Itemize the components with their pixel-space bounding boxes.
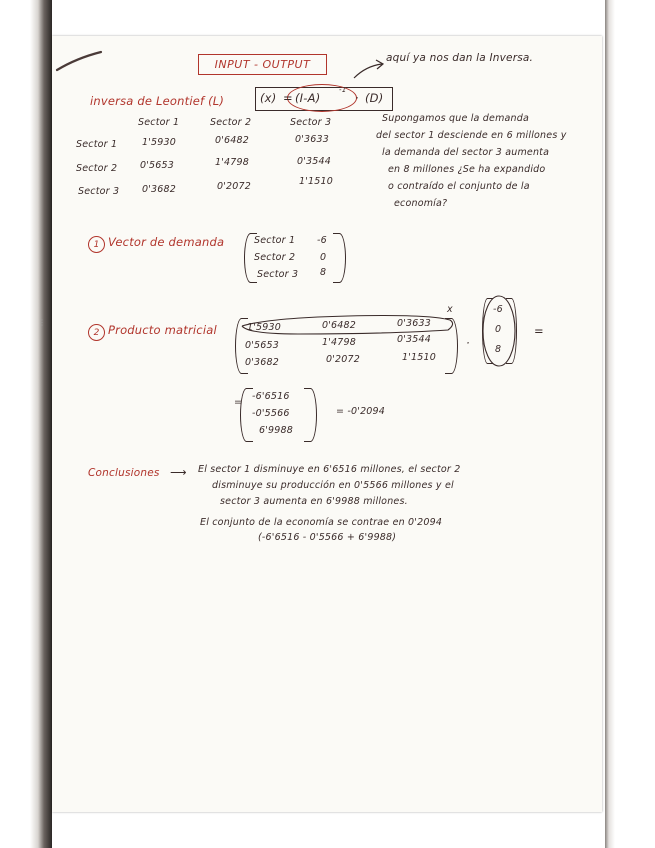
demand-row-value: -6 [317,235,327,246]
demand-row-label: Sector 2 [254,252,296,263]
table-cell: 1'4798 [215,157,250,168]
statement-line: del sector 1 desciende en 6 millones y [376,130,567,141]
result-sum: = -0'2094 [336,406,386,417]
statement-line: economía? [394,198,448,209]
matrix-cell: 1'5930 [247,322,282,333]
conclusion-line: disminuye su producción en 0'5566 millones y el [212,480,454,491]
vector-value: -6 [493,304,503,315]
conclusions-arrow: ⟶ [170,465,187,479]
formula-exponent: -1 [339,86,347,94]
pen-stroke [55,50,105,72]
conclusion-final-calc: (-6'6516 - 0'5566 + 6'9988) [258,532,397,543]
inverse-label: inversa de Leontief (L) [90,94,225,108]
table-cell: 0'3633 [295,134,330,145]
result-value: -6'6516 [252,391,290,402]
matrix-cell: 0'3633 [397,318,432,329]
vector-value: 8 [495,344,502,355]
row-label-sector-3: Sector 3 [78,186,120,197]
matrix-cell: 0'2072 [326,354,361,365]
photo-background-left [0,0,52,848]
matrix-cell: 1'4798 [322,337,357,348]
col-header-sector-2: Sector 2 [210,117,252,128]
demand-row-label: Sector 3 [257,269,299,280]
product-equals: = [534,324,544,338]
formula-equals: = [283,91,293,105]
step-1-label: Vector de demanda [108,235,225,249]
formula-d: (D) [365,91,384,105]
table-cell: 0'2072 [217,181,252,192]
edge-marks: ⋮ [38,318,46,327]
notebook-page [52,36,602,812]
conclusion-line: sector 3 aumenta en 6'9988 millones. [220,496,408,507]
table-cell: 0'3682 [142,184,177,195]
table-cell: 1'1510 [299,176,334,187]
col-header-sector-3: Sector 3 [290,117,332,128]
col-header-sector-1: Sector 1 [138,117,180,128]
matrix-cell: 0'6482 [322,320,357,331]
conclusion-final: El conjunto de la economía se contrae en 0'2094 [200,517,443,528]
result-value: 6'9988 [259,425,294,436]
formula-x: (x) [260,91,277,105]
vector-right-bracket [333,233,346,283]
statement-line: o contraído el conjunto de la [388,181,530,192]
note-arrow-icon [352,58,386,80]
result-right-bracket [304,388,317,442]
photo-background-right [605,0,655,848]
matrix-cell: 0'5653 [245,340,280,351]
product-dot: · [466,336,470,350]
demand-row-value: 0 [320,252,327,263]
step-1-number: 1 [88,236,105,253]
result-equals: = [234,397,243,408]
statement-line: en 8 millones ¿Se ha expandido [388,164,546,175]
row-label-sector-2: Sector 2 [76,163,118,174]
table-cell: 0'6482 [215,135,250,146]
title-note: aquí ya nos dan la Inversa. [386,52,534,64]
table-cell: 0'3544 [297,156,332,167]
statement-line: Supongamos que la demanda [382,113,530,124]
table-cell: 0'5653 [140,160,175,171]
step-2-number: 2 [88,324,105,341]
row-label-sector-1: Sector 1 [76,139,118,150]
result-value: -0'5566 [252,408,290,419]
table-cell: 1'5930 [142,137,177,148]
conclusion-line: El sector 1 disminuye en 6'6516 millones, el sector 2 [198,464,461,475]
matrix-cell: 0'3544 [397,334,432,345]
matrix-cell: 0'3682 [245,357,280,368]
matrix-cell: 1'1510 [402,352,437,363]
demand-row-value: 8 [320,267,327,278]
formula-dot: · [355,91,359,105]
statement-line: la demanda del sector 3 aumenta [382,147,550,158]
demand-row-label: Sector 1 [254,235,296,246]
vector-value: 0 [495,324,502,335]
formula-i-minus-a: (I-A) [295,91,321,105]
times-mark: x [447,304,453,315]
conclusions-label: Conclusiones [88,467,160,479]
first-row-highlight [238,312,460,338]
step-2-label: Producto matricial [108,323,217,337]
page-title: INPUT - OUTPUT [198,54,327,75]
